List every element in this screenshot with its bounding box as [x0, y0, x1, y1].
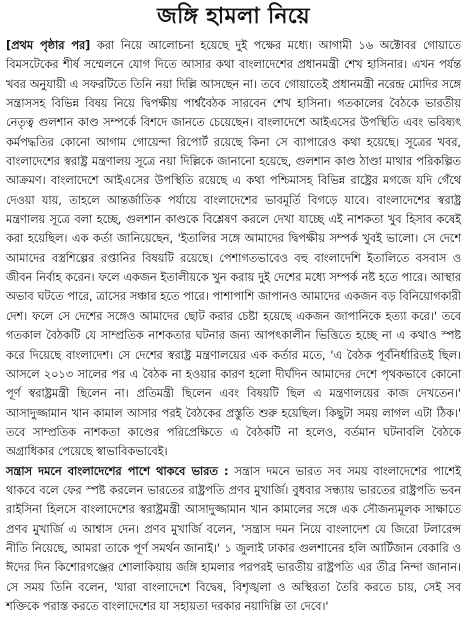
paragraph-1	[6, 36, 461, 462]
continuation-label: [প্রথম পৃষ্ঠার পর]	[6, 39, 91, 52]
paragraph-2	[6, 462, 461, 617]
subheading: সন্ত্রাস দমনে বাংলাদেশের পাশে থাকবে ভারত :	[6, 464, 229, 478]
headline: জঙ্গি হামলা নিয়ে	[157, 4, 310, 29]
paragraph-2-text: সন্ত্রাস দমনে ভারত সব সময় বাংলাদেশের পাশেই থাকবে বলে ফের স্পষ্ট করলেন ভারতের রাষ্ট্রপতি প্রণব মুখার্জি। বুধবার সন্ধ্যায় ভারতের রাষ্ট্রপতি ভবন রাইসিনা হিলসে বাংলাদেশের স্বরাষ্ট্রমন্ত্রী আসাদুজ্জামান খান কামালের সঙ্গে এক সৌজন্যমূলক সাক্ষাতে প্রণব মুখার্জি এ আশ্বাস দেন। প্রণব মুখার্জি বলেন, 'সন্ত্রাস দমন নিয়ে বাংলাদেশ যে জিরো টলারেন্স নীতি নিয়েছে, আমরা তাকে পূর্ণ সমর্থন জানাই।' ১ জুলাই ঢাকার গুলশানের হলি আর্টিজান বেকারি ও ঈদের দিন কিশোরগঞ্জের শোলাকিয়ায় জঙ্গি হামলার পরপরই ভারতীয় রাষ্ট্রপতি এর তীব্র নিন্দা জানান। সে সময় তিনি বলেন, 'যারা বাংলাদেশে বিদ্বেষ, বিশৃঙ্খলা ও অস্থিরতা তৈরি করতে চায়, সেই সব শক্তিকে পরাস্ত করতে বাংলাদেশের যা সহায়তা দরকার নয়াদিল্লি তা দেবে।'	[6, 464, 462, 613]
paragraph-1-text: করা নিয়ে আলোচনা হয়েছে দুই পক্ষের মধ্যে। আগামী ১৬ অক্টোবর গোয়াতে বিমসটেকের শীর্ষ সম্মেলনে যোগ দিতে আসার কথা বাংলাদেশের প্রধানমন্ত্রী শেখ হাসিনার। এখন পর্যন্ত খবর অনুযায়ী এ সফরটিতে তিনি নয়া দিল্লি আসছেন না। তবে গোয়াতেই প্রধানমন্ত্রী নরেন্দ্র মোদির সঙ্গে সন্ত্রাসসহ বিভিন্ন বিষয় নিয়ে দ্বিপক্ষীয় পার্শ্ববৈঠক সারবেন শেখ হাসিনা। গতকালের বৈঠকে ভারতীয় নেতৃত্ব গুলশান কাণ্ড সম্পর্কে বিশদে জানতে চেয়েছেন। বাংলাদেশে আইএসের উপস্থিতি এবং ভবিষ্যৎ কর্মপদ্ধতির কোনো আগাম গোয়েন্দা রিপোর্ট রয়েছে কিনা সে ব্যাপারেও কথা হয়েছে। সূত্রের খবর, বাংলাদেশের স্বরাষ্ট্র মন্ত্রণালয় সূত্রে নয়া দিল্লিকে জানানো হয়েছে, গুলশান কাণ্ড ঠাণ্ডা মাথার পরিকল্পিত আক্রমণ। বাংলাদেশে আইএসের উপস্থিতি রয়েছে এ কথা পশ্চিমাসহ বিভিন্ন রাষ্ট্রের মগজে যদি গেঁথে দেওয়া যায়, তাহলে আন্তর্জাতিক পর্যায়ে বাংলাদেশের ভাবমূর্তি বিগড়ে যাবে। বাংলাদেশের স্বরাষ্ট্র মন্ত্রণালয় সূত্রে বলা হচ্ছে, গুলশান কাণ্ডকে বিশ্লেষণ করলে দেখা যাচ্ছে এই নাশকতা খুব হিসাব কষেই করা হয়েছিল। এক কর্তা জানিয়েছেন, 'ইতালির সঙ্গে আমাদের দ্বিপক্ষীয় সম্পর্ক খুবই ভালো। সে দেশে আমাদের বস্ত্রশিল্পের রপ্তানির বিষয়টি রয়েছে। পেশাগতভাবেও বহু বাংলাদেশি ইতালিতে বসবাস ও জীবন নির্বাহ করেন। ফলে একজন ইতালীয়কে খুন করায় দুই দেশের মধ্যে সম্পর্ক নষ্ট হতে পারে। আস্থার অভাব ঘটতে পারে, ত্রাসের সঞ্চার হতে পারে। পাশাপাশি জাপানও আমাদের একজন বড় বিনিয়োগকারী দেশ। ফলে সে দেশের সঙ্গেও আমাদের ছোট করার চেষ্টা হয়েছে একজন জাপানিকে হত্যা করে।' তবে গতকাল বৈঠকটি যে সাম্প্রতিক নাশকতার ঘটনার জন্য আপৎকালীন ভিত্তিতে হচ্ছে না এ কথাও স্পষ্ট করে দিয়েছে বাংলাদেশ। সে দেশের স্বরাষ্ট্র মন্ত্রণালয়ের এক কর্তার মতে, 'এ বৈঠক পূর্বনির্ধারিতই ছিল। আসলে ২০১৩ সালের পর এ বৈঠক না হওয়ার কারণ হলো দীর্ঘদিন আমাদের দেশে পৃথকভাবে কোনো পূর্ণ স্বরাষ্ট্রমন্ত্রী ছিলেন না। প্রতিমন্ত্রী ছিলেন এবং বিষয়টি ছিল এ মন্ত্রণালয়ের কাজ দেখতেন।' আসাদুজ্জামান খান কামাল আসার পরই বৈঠকের প্রস্তুতি শুরু হয়েছিল। কিছুটা সময় লাগল এটা ঠিক।' তবে সাম্প্রতিক নাশকতা কাণ্ডের পরিপ্রেক্ষিতে এ বৈঠকটি না হলেও, বর্তমান ঘটনাবলি বৈঠকে অগ্রাধিকার পেয়েছে স্বাভাবিকভাবেই।	[6, 39, 461, 459]
article-body	[6, 36, 461, 616]
